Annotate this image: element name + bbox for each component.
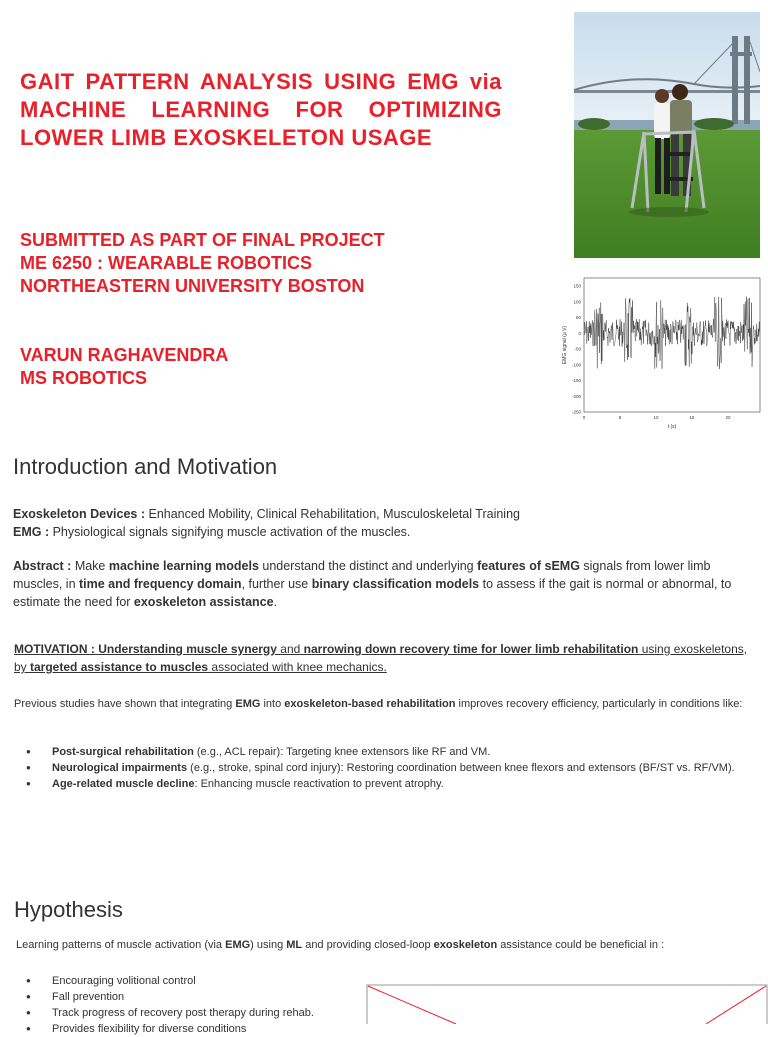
emphasis: time and frequency domain xyxy=(79,577,242,591)
text-run: signals from lower limb muscles, in xyxy=(13,559,711,591)
emphasis: EMG xyxy=(225,939,251,951)
text-run: assistance could be beneficial in : xyxy=(497,939,665,951)
definition-term: EMG : xyxy=(13,525,50,539)
text-run: (e.g., stroke, spinal cord injury): Restoring coordination between knee flexors and extensors (BF/ST vs. RF/VM). xyxy=(187,762,735,774)
emphasis: Post-surgical rehabilitation xyxy=(52,746,194,758)
section-heading-hypothesis: Hypothesis xyxy=(14,897,123,922)
text-run: associated with knee mechanics. xyxy=(208,660,387,674)
x-tick-label: 20 xyxy=(725,415,731,420)
text-run: improves recovery efficiency, particularly in conditions like: xyxy=(455,698,743,710)
definition-text: Physiological signals signifying muscle activation of the muscles. xyxy=(49,525,411,539)
text-run: , further use xyxy=(241,577,312,591)
y-axis-label: EMG signal (μ V) xyxy=(562,325,568,365)
emphasis: features of sEMG xyxy=(477,559,580,573)
text-run: and providing closed-loop xyxy=(302,939,434,951)
text-run: to assess if the gait is normal or abnormal, to estimate the need for xyxy=(13,577,732,609)
list-item: ● Track progress of recovery post therapy during rehab. xyxy=(14,1005,354,1021)
conditions-list xyxy=(14,744,750,792)
plot-frame xyxy=(584,278,760,412)
y-tick-label: 150 xyxy=(573,283,581,289)
text-run: and xyxy=(276,642,304,656)
hypothesis-diagram-frame xyxy=(366,984,768,1024)
text-run: Previous studies have shown that integrating xyxy=(14,698,236,710)
emphasis: narrowing down recovery time for lower limb rehabilitation xyxy=(303,642,639,656)
text-run: Learning patterns of muscle activation (via xyxy=(16,939,226,951)
emphasis: machine learning models xyxy=(108,559,259,573)
section-heading-introduction: Introduction and Motivation xyxy=(13,454,278,479)
x-axis-ticks xyxy=(583,415,731,420)
list-item xyxy=(14,760,750,776)
exoskeleton-definition xyxy=(13,505,753,523)
text-run: ) using xyxy=(250,939,287,951)
x-tick-label: 0 xyxy=(582,415,586,420)
author-program: MS ROBOTICS xyxy=(20,368,148,388)
y-tick-label: -150 xyxy=(571,378,581,383)
definitions-block xyxy=(13,505,753,541)
emg-waveform xyxy=(584,297,760,369)
course-line: ME 6250 : WEARABLE ROBOTICS xyxy=(20,253,313,273)
document-title: GAIT PATTERN ANALYSIS USING EMG via MACHINE LEARNING FOR OPTIMIZING LOWER LIMB EXOSKELETON USAGE xyxy=(20,69,502,150)
y-tick-label: 50 xyxy=(575,315,581,320)
y-tick-label: 100 xyxy=(573,299,581,305)
y-tick-label: 0 xyxy=(578,330,581,336)
submission-info xyxy=(20,229,385,298)
list-item: ● Provides flexibility for diverse conditions xyxy=(14,1021,354,1037)
y-axis-ticks xyxy=(572,284,582,415)
emphasis: Age-related muscle decline xyxy=(52,778,195,790)
submission-line: SUBMITTED AS PART OF FINAL PROJECT xyxy=(20,230,385,250)
text-run: understand the distinct and underlying xyxy=(258,559,478,573)
y-tick-label: -100 xyxy=(571,362,581,368)
y-tick-label: -50 xyxy=(574,346,581,352)
text-run: using exoskeletons, by xyxy=(14,642,748,674)
abstract-paragraph xyxy=(13,557,753,611)
exoskeleton-walking-photo xyxy=(574,12,760,258)
author-name: VARUN RAGHAVENDRA xyxy=(20,345,229,365)
hypothesis-paragraph xyxy=(16,937,756,953)
definition-text: Enhanced Mobility, Clinical Rehabilitation, Musculoskeletal Training xyxy=(145,507,520,521)
y-tick-label: -200 xyxy=(571,393,581,399)
emphasis: exoskeleton assistance xyxy=(133,595,274,609)
emphasis: EMG xyxy=(235,698,261,710)
previous-studies-paragraph xyxy=(14,696,750,712)
definition-term: Exoskeleton Devices : xyxy=(13,507,146,521)
emphasis: exoskeleton-based rehabilitation xyxy=(284,698,456,710)
x-tick-label: 10 xyxy=(653,415,659,420)
x-axis-label: t (s) xyxy=(667,424,677,430)
emphasis: targeted assistance to muscles xyxy=(30,660,209,674)
motivation-paragraph xyxy=(14,640,754,676)
hypothesis-benefits-list xyxy=(14,973,354,1037)
list-item: ● Encouraging volitional control xyxy=(14,973,354,989)
text-run: Make xyxy=(71,559,109,573)
emphasis: Neurological impairments xyxy=(52,762,188,774)
emphasis: ML xyxy=(286,939,303,951)
emg-signal-plot xyxy=(560,270,766,432)
list-item xyxy=(14,744,750,760)
x-tick-label: 5 xyxy=(618,415,622,420)
list-item xyxy=(14,776,750,792)
list-item: ● Fall prevention xyxy=(14,989,354,1005)
emg-signal-trace xyxy=(584,297,760,369)
abstract-label: Abstract : xyxy=(13,559,72,573)
text-run: : Enhancing muscle reactivation to prevent atrophy. xyxy=(194,778,444,790)
emphasis: binary classification models xyxy=(311,577,480,591)
y-tick-label: -250 xyxy=(571,409,581,415)
emphasis: exoskeleton xyxy=(433,939,498,951)
text-run: (e.g., ACL repair): Targeting knee extensors like RF and VM. xyxy=(193,746,491,758)
author-info xyxy=(20,344,228,390)
x-tick-label: 15 xyxy=(689,415,695,420)
university-line: NORTHEASTERN UNIVERSITY BOSTON xyxy=(20,276,365,296)
text-run: . xyxy=(273,595,278,609)
motivation-label: MOTIVATION : Understanding muscle synergy xyxy=(14,642,277,656)
emg-definition xyxy=(13,523,753,541)
text-run: into xyxy=(260,698,285,710)
